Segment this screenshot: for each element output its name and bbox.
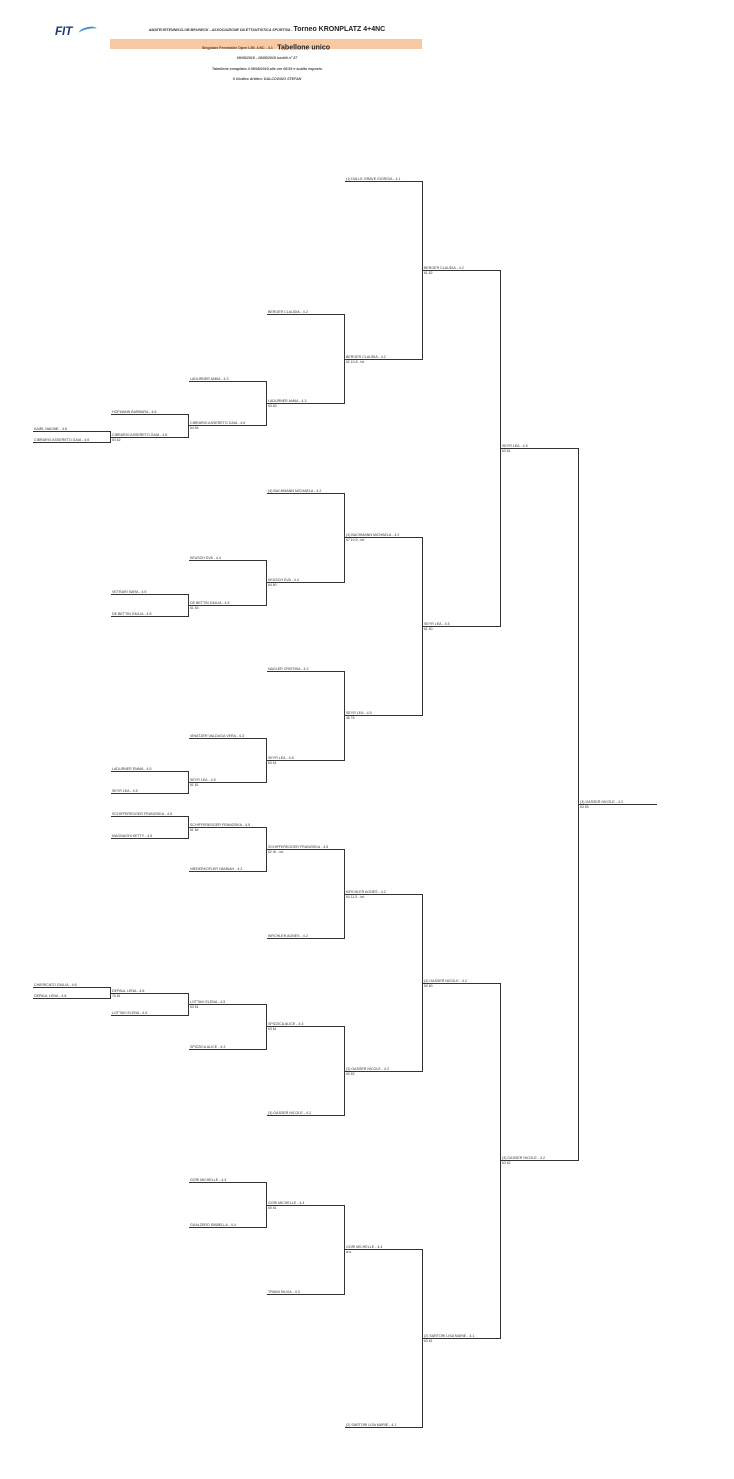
bracket-slot-line <box>111 616 188 617</box>
match-score: 63 62 <box>112 438 121 442</box>
player-name: GORI MICHELLE - 4.4 <box>268 1200 305 1205</box>
player-name: SPIZZICA ALICE - 4.3 <box>190 1044 226 1049</box>
match-score: 67 10-9 - int. <box>346 538 366 542</box>
bracket-slot-line <box>501 1160 578 1161</box>
bracket-slot-line <box>423 626 500 627</box>
bracket-slot-line <box>267 671 344 672</box>
player-name: TRAINI SILVIA - 4.3 <box>268 1289 300 1294</box>
bracket-slot-line <box>111 838 188 839</box>
player-name: CHIERICATO GIULIA - 4.6 <box>34 982 77 987</box>
match-score: 63 61 <box>268 761 277 765</box>
player-name: DE BETTIN GIULIA - 4.5 <box>190 600 230 605</box>
match-score: 60 63 <box>346 1072 355 1076</box>
match-score: w.o. <box>346 1250 353 1254</box>
bracket-slot-line <box>345 1427 422 1428</box>
bracket-connector <box>266 381 267 426</box>
player-name: SEYR LEA - 4.5 <box>190 777 216 782</box>
match-score: 46 76 <box>346 716 355 720</box>
bracket-slot-line <box>423 270 500 271</box>
tournament-name: Torneo KRONPLATZ 4+4NC <box>293 26 386 33</box>
bracket-slot-line <box>111 793 188 794</box>
bracket-connector <box>188 414 189 438</box>
player-name: NIEDERKOFLER HANNAH - 4.3 <box>190 866 243 871</box>
bracket-connector <box>500 983 501 1339</box>
bracket-slot-line <box>111 594 188 595</box>
bracket-slot-line <box>267 760 344 761</box>
player-name: (4) BACHMANN MICHAELA - 4.2 <box>268 488 322 493</box>
logo-swoosh-icon <box>78 25 97 37</box>
player-name: (3) GASSER NICOLE - 4.2 <box>424 978 467 983</box>
player-name: SEYR LEA - 4.5 <box>112 788 138 793</box>
bracket-connector <box>266 827 267 872</box>
bracket-slot-line <box>189 827 266 828</box>
match-score: 63 61 <box>424 1339 433 1343</box>
player-name: SEYR LEA - 4.5 <box>346 710 372 715</box>
player-name: (4) BACHMANN MICHAELA - 4.2 <box>346 532 400 537</box>
logo-text: FIT <box>55 24 73 38</box>
match-score: 63 61 <box>502 449 511 453</box>
player-name: KIRCHLER AGNES - 4.2 <box>346 889 386 894</box>
player-name: NAGLER CRISTINA - 4.2 <box>268 666 309 671</box>
bracket-connector <box>344 671 345 761</box>
bracket-slot-line <box>267 938 344 939</box>
match-score: 60 60 <box>424 984 433 988</box>
bracket-connector <box>188 771 189 794</box>
player-name: GUALZERO ISABELLA - 4.4 <box>190 1222 236 1227</box>
match-score: 61 62 <box>424 271 433 275</box>
match-score: 63 62 <box>502 1161 511 1165</box>
bracket-slot-line <box>189 605 266 606</box>
player-name: SPIZZICA ALICE - 4.3 <box>268 1021 304 1026</box>
match-score: 64 64 <box>190 426 199 430</box>
player-name: GORI MICHELLE - 4.4 <box>346 1244 383 1249</box>
bracket-slot-line <box>267 1294 344 1295</box>
compiled-note: Tabellone compilato il 09/08/2019 alle ore 08:53 e subito esposto <box>212 67 322 71</box>
player-name: LOTTAVI ELENA - 4.5 <box>112 1010 148 1015</box>
bracket-slot-line <box>267 582 344 583</box>
bracket-slot-line <box>33 442 110 443</box>
bracket-connector <box>422 1249 423 1428</box>
bracket-connector <box>266 1004 267 1050</box>
player-name: BERGER CLAUDIA - 4.2 <box>346 354 386 359</box>
match-score: 64 60 <box>268 583 277 587</box>
bracket-slot-line <box>189 1004 266 1005</box>
bracket-slot-line <box>189 1227 266 1228</box>
player-name: (1) DALLE GRAVE GIORGIA - 4.1 <box>346 176 401 181</box>
bracket-slot-line <box>33 431 110 432</box>
bracket-connector <box>110 431 111 443</box>
match-score: 62 10-8 - int. <box>346 360 366 364</box>
player-name: (3) GASSER NICOLE - 4.2 <box>580 799 623 804</box>
player-name: BERGER CLAUDIA - 4.2 <box>268 309 308 314</box>
player-name: LADURNER ANNA - 4.3 <box>190 376 229 381</box>
player-name: SCHIFFEREGGER FRANZISKA - 4.5 <box>268 844 329 849</box>
tournament-dates: 09/08/2019 - 18/08/2019 iscritti n° 27 <box>236 56 298 60</box>
bracket-slot-line <box>267 1205 344 1206</box>
bracket-connector <box>266 738 267 783</box>
player-name: SEYR LEA - 4.5 <box>424 621 450 626</box>
board-title: Tabellone unico <box>277 44 331 52</box>
player-name: BERGER CLAUDIA - 4.2 <box>424 265 464 270</box>
bracket-connector <box>266 560 267 606</box>
player-name: LADURNER ANNA - 4.3 <box>268 398 307 403</box>
bracket-slot-line <box>345 1071 422 1072</box>
bracket-slot-line <box>189 1049 266 1050</box>
player-name: SEYR LEA - 4.5 <box>268 755 294 760</box>
match-score: 61 64 <box>190 828 199 832</box>
player-name: HOFMANN BARBARA - 4.6 <box>112 409 157 414</box>
bracket-slot-line <box>111 771 188 772</box>
bracket-connector <box>422 181 423 360</box>
bracket-slot-line <box>189 782 266 783</box>
player-name: CIBRARIO ASSERETO GAIA - 4.6 <box>112 432 168 437</box>
match-score: 63 63 <box>580 805 589 809</box>
bracket-slot-line <box>579 804 657 805</box>
bracket-slot-line <box>33 998 110 999</box>
club-name: AMATEURTENNISCLUB BRUNECK - ASSOCIAZIONE DILETTANTISTICA SPORTIVA - <box>148 28 293 32</box>
player-name: VINATZER VALDUGA VERA - 4.3 <box>190 733 244 738</box>
player-name: MAGNAGHI KETTY - 4.5 <box>112 833 153 838</box>
match-score: 60 61 <box>268 1206 277 1210</box>
bracket-slot-line <box>189 738 266 739</box>
player-name: DEPAUL LENA - 4.6 <box>34 993 67 998</box>
player-name: LADURNER EMMA - 4.5 <box>112 766 152 771</box>
match-score: 76 61 <box>112 994 121 998</box>
bracket-slot-line <box>267 493 344 494</box>
bracket-slot-line <box>189 871 266 872</box>
player-name: VETRARI SARA - 4.5 <box>112 589 147 594</box>
match-score: 63 63 <box>268 404 277 408</box>
bracket-connector <box>500 270 501 627</box>
referee-name: Il Giudice Arbitro: DALCOGGIO STEFAN <box>232 77 302 81</box>
bracket-connector <box>188 594 189 617</box>
bracket-slot-line <box>267 1115 344 1116</box>
player-name: (3) GASSER NICOLE - 4.2 <box>268 1110 311 1115</box>
bracket-slot-line <box>33 987 110 988</box>
bracket-slot-line <box>345 715 422 716</box>
player-name: DEPAUL LENA - 4.6 <box>112 988 145 993</box>
match-score: 61 61 <box>190 783 199 787</box>
bracket-connector <box>188 993 189 1016</box>
player-name: (2) SARTORI LISA MARIE - 4.1 <box>346 1422 397 1427</box>
bracket-slot-line <box>189 381 266 382</box>
match-score: 63 61 <box>190 1005 199 1009</box>
player-name: KEUSCH EVA - 4.4 <box>268 577 299 582</box>
player-name: DE BETTIN GIULIA - 4.5 <box>112 611 152 616</box>
bracket-slot-line <box>189 1182 266 1183</box>
player-name: (2) SARTORI LISA MARIE - 4.1 <box>424 1333 475 1338</box>
bracket-slot-line <box>345 181 422 182</box>
player-name: GORI MICHELLE - 4.4 <box>190 1177 227 1182</box>
bracket-connector <box>110 987 111 999</box>
bracket-slot-line <box>111 437 188 438</box>
player-name: SCHIFFEREGGER FRANZISKA - 4.5 <box>112 811 173 816</box>
bracket-connector <box>344 493 345 583</box>
header-title-line <box>110 26 424 33</box>
match-score: 64 11-9 - int. <box>346 895 365 899</box>
player-name: CIBRARIO ASSERETO GAIA - 4.6 <box>34 437 90 442</box>
player-name: (3) GASSER NICOLE - 4.2 <box>502 1155 545 1160</box>
bracket-slot-line <box>111 816 188 817</box>
bracket-slot-line <box>267 1026 344 1027</box>
bracket-connector <box>578 448 579 1161</box>
bracket-connector <box>344 849 345 939</box>
player-name: CIBRARIO ASSERETO GAIA - 4.6 <box>190 420 246 425</box>
player-name: (3) GASSER NICOLE - 4.2 <box>346 1066 389 1071</box>
bracket-slot-line <box>423 1338 500 1339</box>
bracket-slot-line <box>267 403 344 404</box>
bracket-slot-line <box>111 414 188 415</box>
match-score: 63 61 <box>268 1027 277 1031</box>
player-name: SCHIFFEREGGER FRANZISKA - 4.5 <box>190 822 251 827</box>
player-name: KEUSCH EVA - 4.4 <box>190 555 221 560</box>
bracket-slot-line <box>345 1249 422 1250</box>
event-band <box>110 39 422 52</box>
player-name: SEYR LEA - 4.5 <box>502 443 528 448</box>
bracket-connector <box>344 1205 345 1295</box>
bracket-connector <box>422 894 423 1072</box>
player-name: KAIRL NADINE - 4.6 <box>34 426 68 431</box>
event-name: Singolare Femminile Open LIM. 4.NC - 4.1 <box>201 45 273 50</box>
bracket-slot-line <box>189 560 266 561</box>
match-score: 61 60 <box>424 627 433 631</box>
bracket-slot-line <box>423 983 500 984</box>
fit-logo <box>55 24 100 38</box>
bracket-connector <box>266 1182 267 1228</box>
bracket-slot-line <box>111 1015 188 1016</box>
player-name: KIRCHLER AGNES - 4.2 <box>268 933 308 938</box>
player-name: LOTTAVI ELENA - 4.5 <box>190 999 226 1004</box>
bracket-connector <box>422 537 423 716</box>
bracket-slot-line <box>267 314 344 315</box>
bracket-connector <box>344 1026 345 1116</box>
bracket-connector <box>344 314 345 404</box>
bracket-slot-line <box>189 425 266 426</box>
bracket-slot-line <box>501 448 578 449</box>
match-score: 61 63 <box>190 606 199 610</box>
bracket-slot-line <box>111 993 188 994</box>
bracket-connector <box>188 816 189 839</box>
match-score: 62 rit. - int. <box>268 850 285 854</box>
